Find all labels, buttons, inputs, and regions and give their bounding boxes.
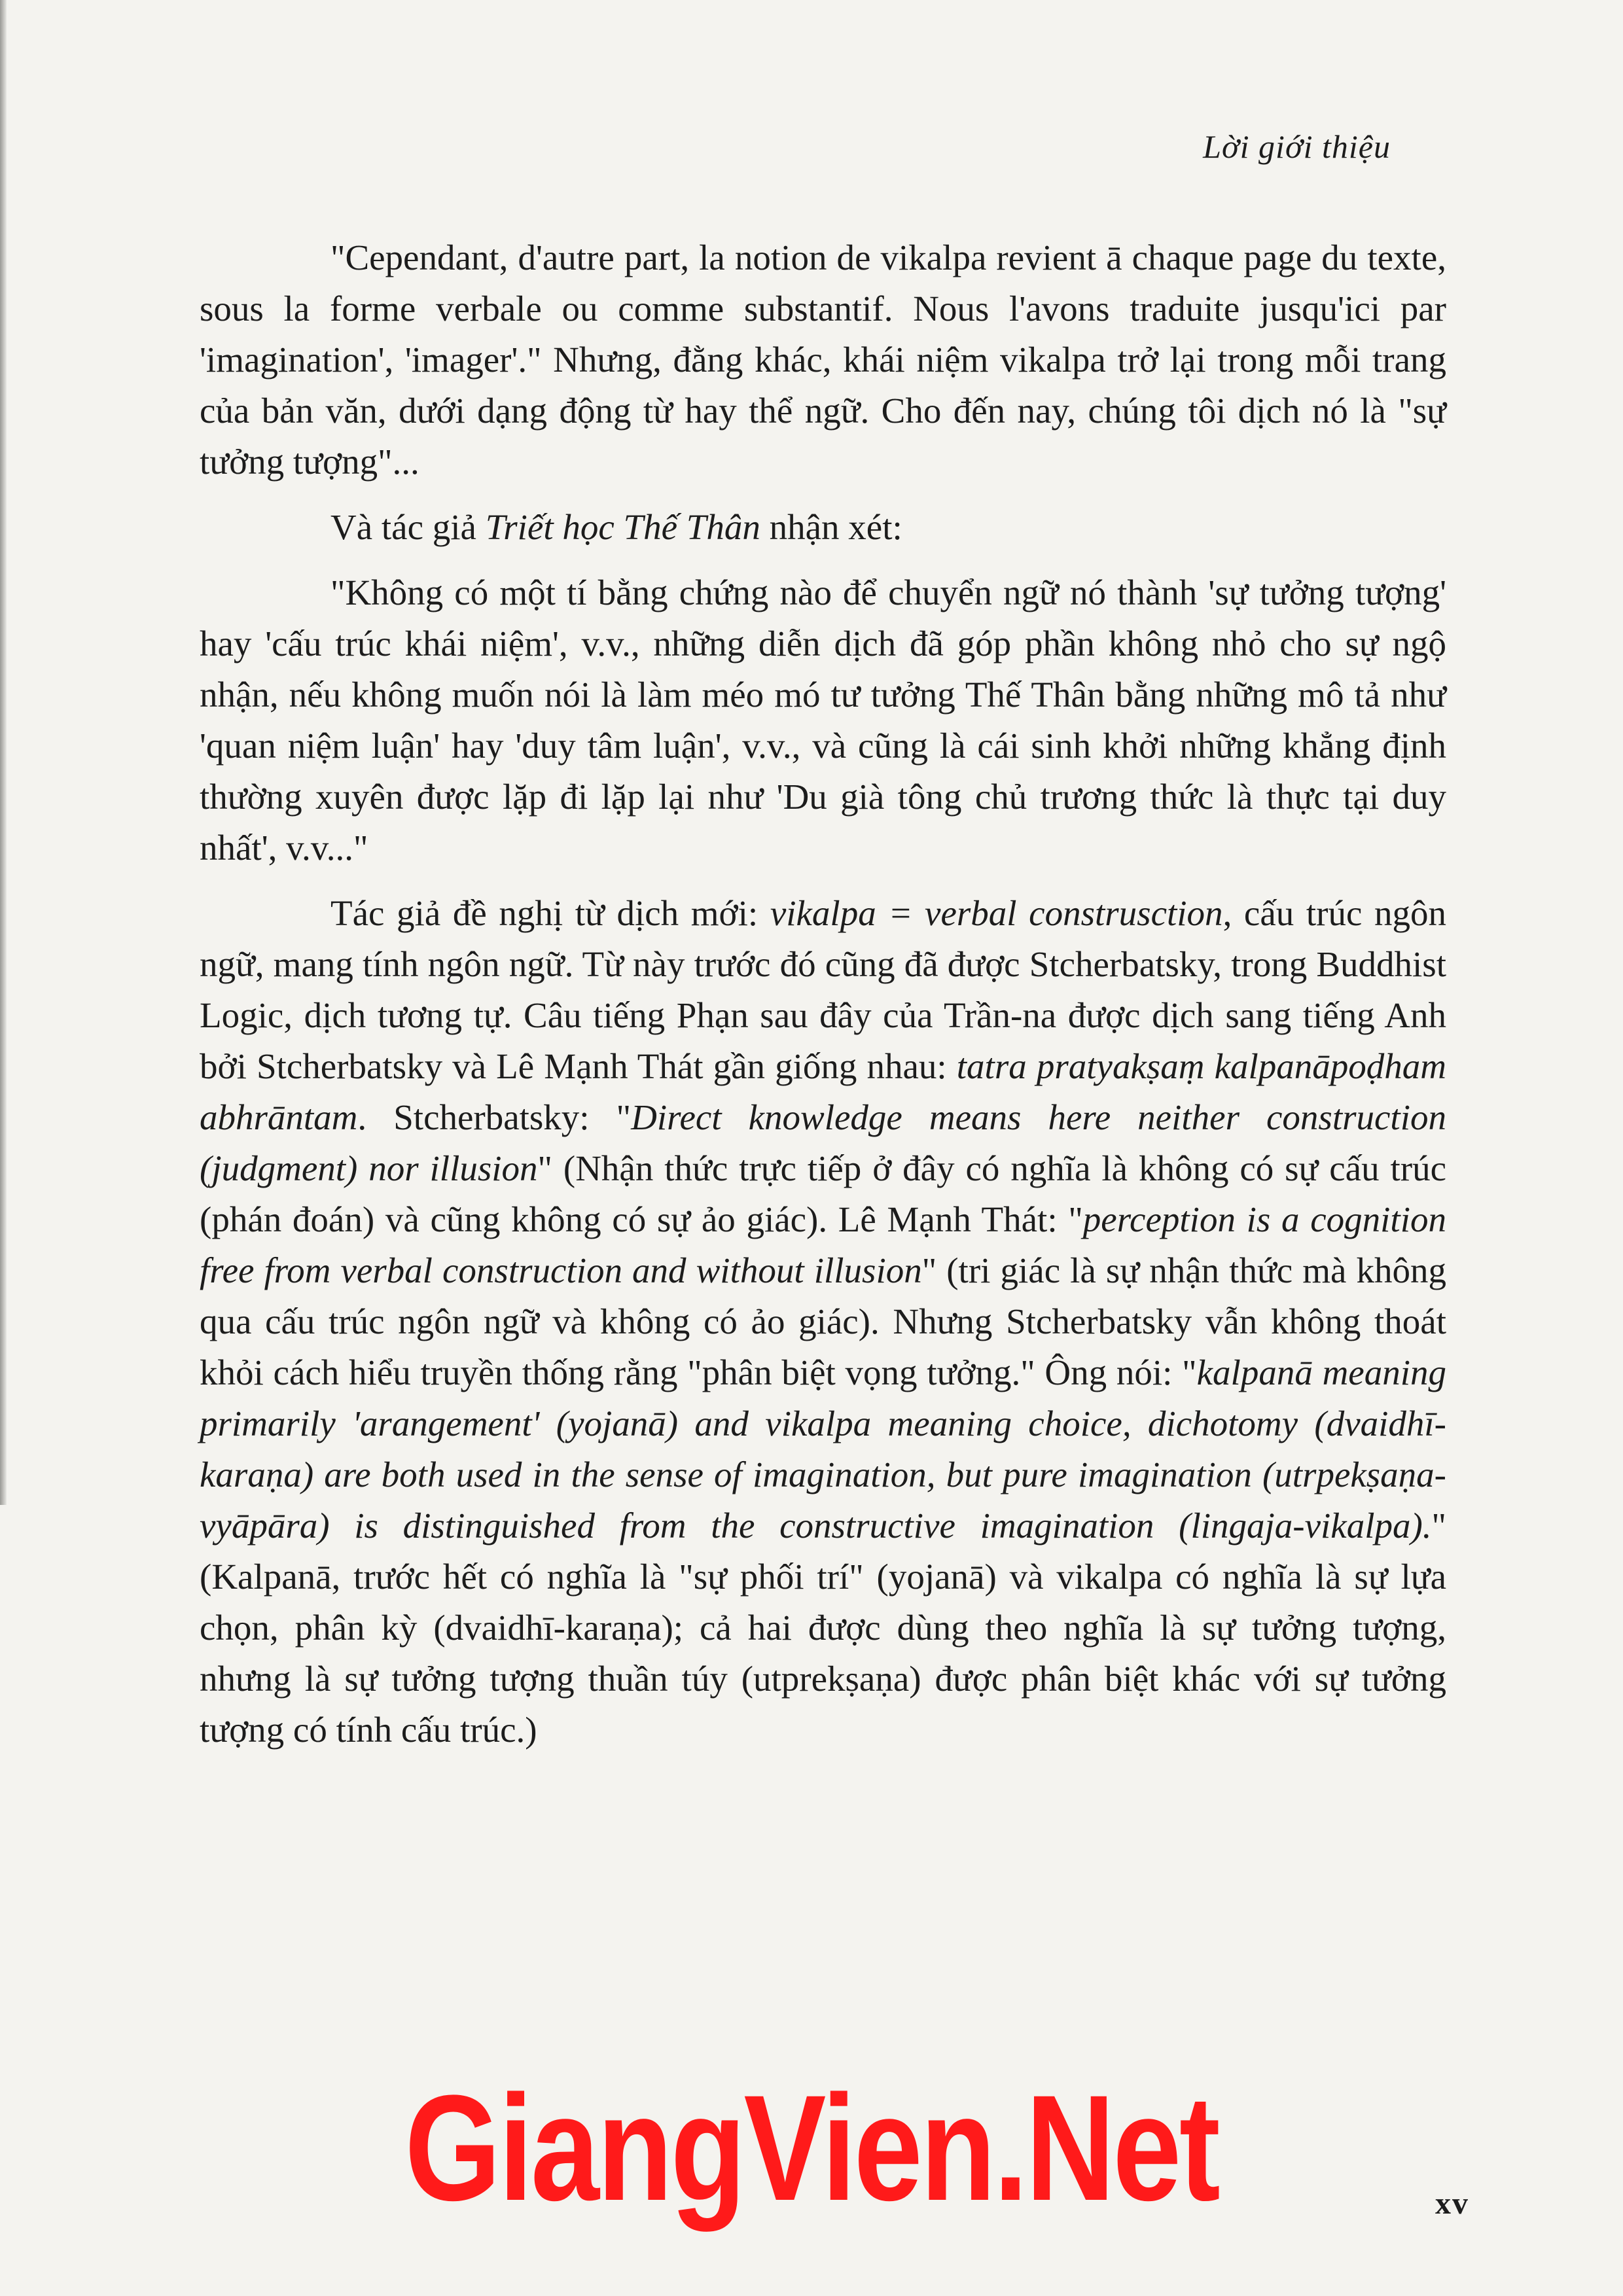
paragraph <box>200 232 1446 487</box>
text-segment: nhận xét: <box>760 507 902 547</box>
italic-text: Triết học Thế Thân <box>485 507 760 547</box>
text-segment: . Stcherbatsky: " <box>357 1097 632 1137</box>
running-title: Lời giới thiệu <box>1203 128 1391 165</box>
text-segment: "Không có một tí bằng chứng nào để chuyển ngữ nó thành 'sự tưởng tượng' hay 'cấu trúc khái niệm', v.v., những diễn dịch đã góp phần không nhỏ cho sự ngộ nhận, nếu không muốn nói là làm méo mó tư tưởng Thế Thân bằng những mô tả như 'quan niệm luận' hay 'duy tâm luận', v.v., và cũng là cái sinh khởi những khẳng định thường xuyên được lặp đi lặp lại như 'Du già tông chủ trương thức là thực tại duy nhất', v.v..." <box>200 573 1446 868</box>
italic-text: Direct knowledge means here neither construction (judgment) nor illusion <box>200 1097 1446 1188</box>
page-number: xv <box>1435 2186 1469 2221</box>
text-segment: " (Kalpanā, trước hết có nghĩa là "sự phối trí" (yojanā) và vikalpa có nghĩa là sự lựa chọn, phân kỳ (dvaidhī-karaṇa); cả hai được dùng theo nghĩa là sự tưởng tượng, nhưng là sự tưởng tượng thuần túy (utprekṣaṇa) được phân biệt khác với sự tưởng tượng có tính cấu trúc.) <box>200 1506 1446 1750</box>
text-segment: Tác giả đề nghị từ dịch mới: <box>330 893 770 933</box>
paragraph <box>200 888 1446 1756</box>
italic-text: kalpanā meaning primarily 'arangement' (yojanā) and vikalpa meaning choice, dichotomy (dvaidhī-karaṇa) are both used in the sense of imagination, but pure imagination (utrpekṣaṇa-vyāpāra) is distinguished from the constructive imagination (lingaja-vikalpa). <box>200 1352 1446 1545</box>
paragraph <box>200 502 1446 553</box>
paragraph <box>200 567 1446 874</box>
italic-text: vikalpa = verbal construsction <box>770 893 1223 933</box>
body-text <box>200 232 1446 1770</box>
text-segment: " (Nhận thức trực tiếp ở đây có nghĩa là không có sự cấu trúc (phán đoán) và cũng không có sự ảo giác). Lê Mạnh Thát: " <box>200 1148 1446 1239</box>
text-segment: "Cependant, d'autre part, la notion de vikalpa revient ā chaque page du texte, sous la forme verbale ou comme substantif. Nous l'avons traduite jusqu'ici par 'imagination', 'imager'." Nhưng, đằng khác, khái niệm vikalpa trở lại trong mỗi trang của bản văn, dưới dạng động từ hay thể ngữ. Cho đến nay, chúng tôi dịch nó là "sự tưởng tượng"... <box>200 238 1446 482</box>
text-segment: " (tri giác là sự nhận thức mà không qua cấu trúc ngôn ngữ và không có ảo giác). Nhưng Stcherbatsky vẫn không thoát khỏi cách hiểu truyền thống rằng "phân biệt vọng tưởng." Ông nói: " <box>200 1250 1446 1392</box>
text-segment: Và tác giả <box>330 507 486 547</box>
text-segment: , cấu trúc ngôn ngữ, mang tính ngôn ngữ. Từ này trước đó cũng đã được Stcherbatsky, trong Buddhist Logic, dịch tương tự. Câu tiếng Phạn sau đây của Trần-na được dịch sang tiếng Anh bởi Stcherbatsky và Lê Mạnh Thát gần giống nhau: <box>200 893 1446 1086</box>
italic-text: tatra pratyakṣaṃ kalpanāpoḍham abhrāntam <box>200 1046 1446 1137</box>
page-edge-shadow <box>0 0 7 1505</box>
watermark-logo: GiangVien.Net <box>404 2064 1219 2232</box>
italic-text: perception is a cognition free from verbal construction and without illusion <box>200 1199 1446 1290</box>
